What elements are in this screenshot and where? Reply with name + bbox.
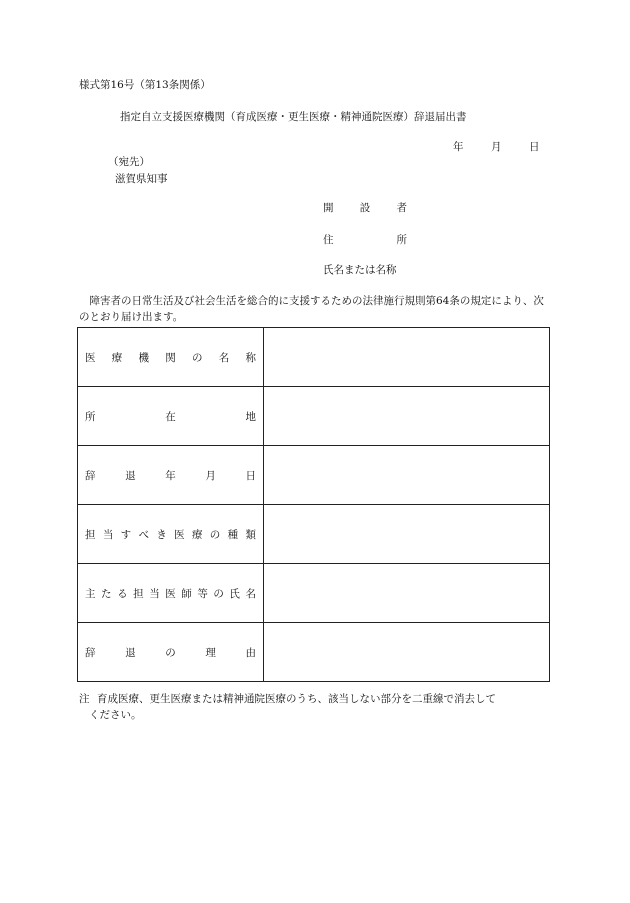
addressee-note: （宛先） (108, 156, 150, 168)
row-label: 辞 退 年 月 日 (85, 469, 256, 482)
row-value-field[interactable] (264, 328, 550, 387)
note-prefix: 注 (79, 693, 90, 705)
document-title: 指定自立支援医療機関（育成医療・更生医療・精神通院医療）辞退届出書 (120, 111, 467, 123)
row-label-cell (78, 505, 264, 564)
row-label: 所 在 地 (85, 410, 256, 423)
name-label-text: 氏名または名称 (323, 264, 397, 276)
address-label (323, 235, 407, 246)
table-row (78, 446, 550, 505)
table-row (78, 387, 550, 446)
note-line-1: 育成医療、更生医療または精神通院医療のうち、該当しない部分を二重線で消去して (97, 693, 496, 705)
row-value-field[interactable] (264, 446, 550, 505)
name-label (323, 265, 397, 276)
date-day-label: 日 (529, 141, 540, 153)
founder-label-text: 開 設 者 (323, 202, 407, 214)
row-label-cell (78, 387, 264, 446)
row-value-field[interactable] (264, 564, 550, 623)
table-row (78, 623, 550, 682)
table-row (78, 505, 550, 564)
addressee-name: 滋賀県知事 (115, 173, 168, 185)
date-year-label: 年 (453, 141, 464, 153)
row-label: 担 当 す べ き 医 療 の 種 類 (85, 528, 256, 541)
body-text: 障害者の日常生活及び社会生活を総合的に支援するための法律施行規則第64条の規定により、次のとおり届け出ます。 (79, 295, 544, 323)
note (79, 691, 551, 723)
table-row (78, 328, 550, 387)
note-line-2: ください。 (89, 709, 142, 721)
form-number: 様式第16号（第13条関係） (79, 79, 211, 91)
row-label-cell (78, 328, 264, 387)
date-month-label: 月 (491, 141, 502, 153)
row-label-cell (78, 623, 264, 682)
address-label-text: 住 所 (323, 234, 407, 246)
row-value-field[interactable] (264, 505, 550, 564)
row-label: 辞 退 の 理 由 (85, 646, 256, 659)
table-row (78, 564, 550, 623)
row-label-cell (78, 564, 264, 623)
date-line (453, 142, 540, 153)
row-label: 主 た る 担 当 医 師 等 の 氏 名 (85, 587, 256, 600)
founder-label (323, 203, 407, 214)
form-table (77, 327, 550, 682)
row-value-field[interactable] (264, 387, 550, 446)
row-label: 医 療 機 関 の 名 称 (85, 351, 256, 364)
row-value-field[interactable] (264, 623, 550, 682)
row-label-cell (78, 446, 264, 505)
